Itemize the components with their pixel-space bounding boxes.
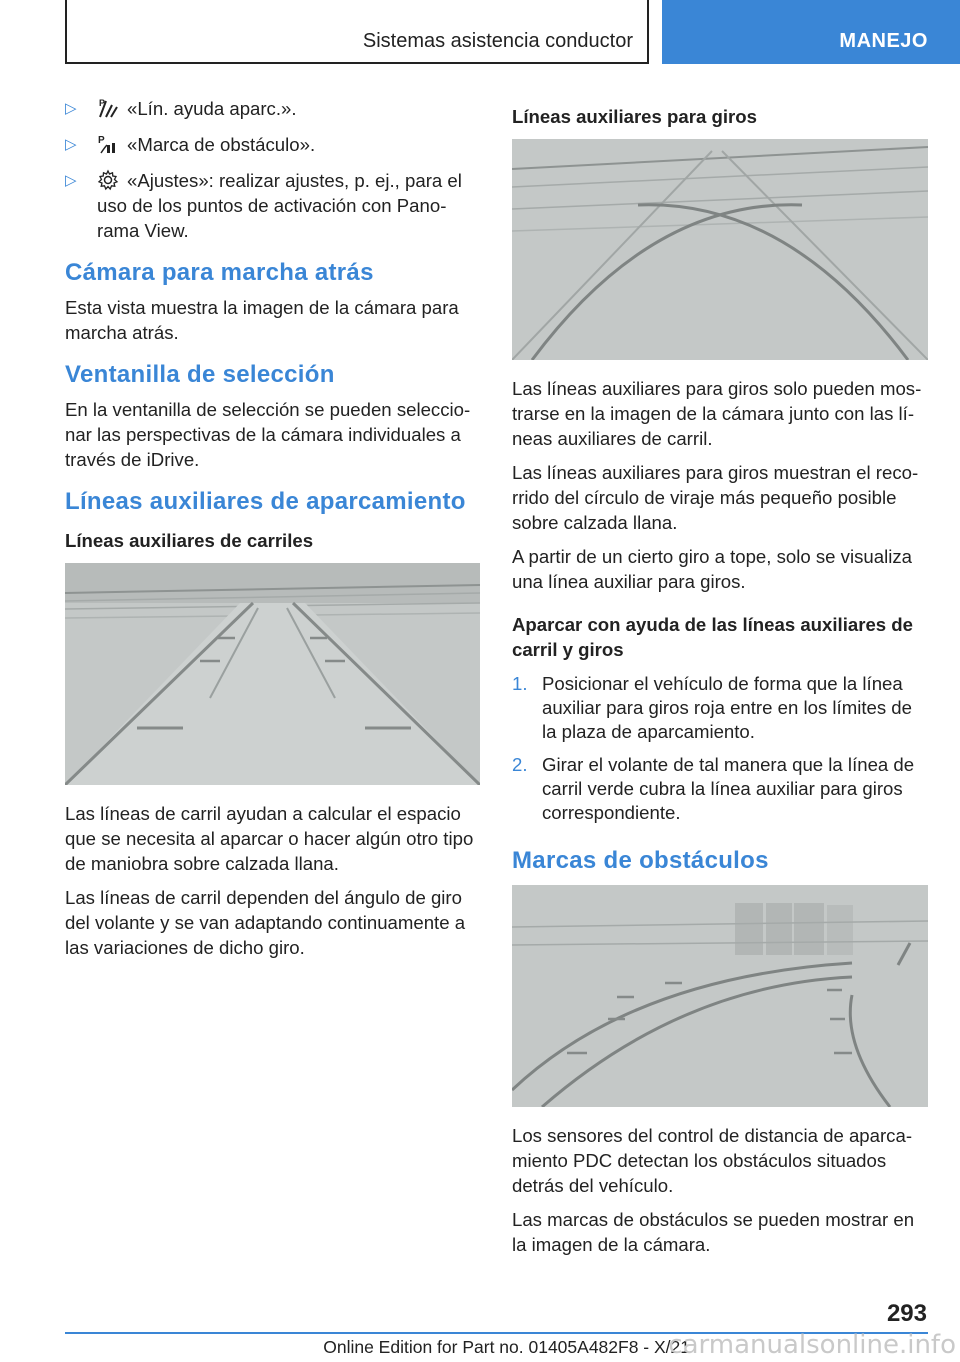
section-heading-parking-lines: Líneas auxiliares de aparcamiento [65,488,466,515]
page-number: 293 [886,1300,927,1327]
triangle-bullet-icon: ▷ [65,136,77,153]
step-number: 1. [512,673,528,694]
list-item [512,672,928,744]
option-list [65,96,480,243]
header-chapter-title: MANEJO [839,30,928,52]
list-item-text: «Ajustes»: realizar ajustes, p. ej., para el uso de los puntos de activación con Panorama View. [97,170,462,241]
subheading-park-with-lines: Aparcar con ayuda de las líneas auxiliares de carril y giros [512,614,913,660]
list-item [512,753,928,825]
settings-gear-icon [97,169,119,191]
svg-text:P: P [98,135,105,146]
lane-lines-figure [65,563,480,785]
header-section-box [65,0,649,64]
turn-lines-figure [512,139,928,360]
footer-edition: Online Edition for Part no. 01405A482F8 - X/21 [323,1337,690,1357]
header-chapter-tab [662,0,960,64]
subheading-lane-lines: Líneas auxiliares de carriles [65,530,314,551]
section-heading-rear-camera: Cámara para marcha atrás [65,259,374,286]
steps-list [512,672,928,825]
list-item [65,96,480,121]
paragraph: Las líneas de carril ayudan a calcular el espacio que se necesita al aparcar o hacer algún otro tipo de maniobra sobre calzada llana. [65,803,474,874]
section-heading-selection-window: Ventanilla de selección [65,361,335,388]
paragraph: Los sensores del control de distancia de aparcamiento PDC detectan los obstáculos situados detrás del vehículo. [512,1125,913,1196]
svg-text:P: P [99,98,106,108]
paragraph: En la ventanilla de selección se pueden seleccionar las perspectivas de la cámara individuales a través de iDrive. [65,399,471,470]
list-item-text: «Lín. ayuda aparc.». [127,98,297,119]
paragraph: A partir de un cierto giro a tope, solo se visualiza una línea auxiliar para giros. [512,546,912,592]
parking-lines-icon [97,97,119,119]
list-item [65,132,480,157]
obstacle-marks-figure [512,885,928,1107]
paragraph: Las marcas de obstáculos se pueden mostrar en la imagen de la cámara. [512,1209,915,1255]
section-heading-obstacle-marks: Marcas de obstáculos [512,847,769,874]
paragraph: Las líneas de carril dependen del ángulo de giro del volante y se van adaptando continuamente a las variaciones de dicho giro. [65,887,466,958]
step-number: 2. [512,754,528,775]
paragraph: Las líneas auxiliares para giros solo pueden mostrarse en la imagen de la cámara junto con las líneas auxiliares de carril. [512,378,922,449]
list-item-text: «Marca de obstáculo». [127,134,316,155]
watermark: carmanualsonline.info [668,1330,956,1360]
paragraph: Esta vista muestra la imagen de la cámara para marcha atrás. [65,297,459,343]
right-column [512,96,928,1266]
header-section-title: Sistemas asistencia conductor [362,30,633,52]
paragraph: Las líneas auxiliares para giros muestran el recorrido del círculo de viraje más pequeño posible sobre calzada llana. [512,462,919,533]
left-column [65,96,480,969]
step-text: Posicionar el vehículo de forma que la línea auxiliar para giros roja entre en los límites de la plaza de aparcamiento. [542,673,912,742]
obstacle-mark-icon [97,133,119,155]
subheading-turn-lines: Líneas auxiliares para giros [512,106,757,127]
step-text: Girar el volante de tal manera que la línea de carril verde cubra la línea auxiliar para giros correspondiente. [542,754,915,823]
triangle-bullet-icon: ▷ [65,172,77,189]
triangle-bullet-icon: ▷ [65,100,77,117]
list-item [65,168,480,243]
